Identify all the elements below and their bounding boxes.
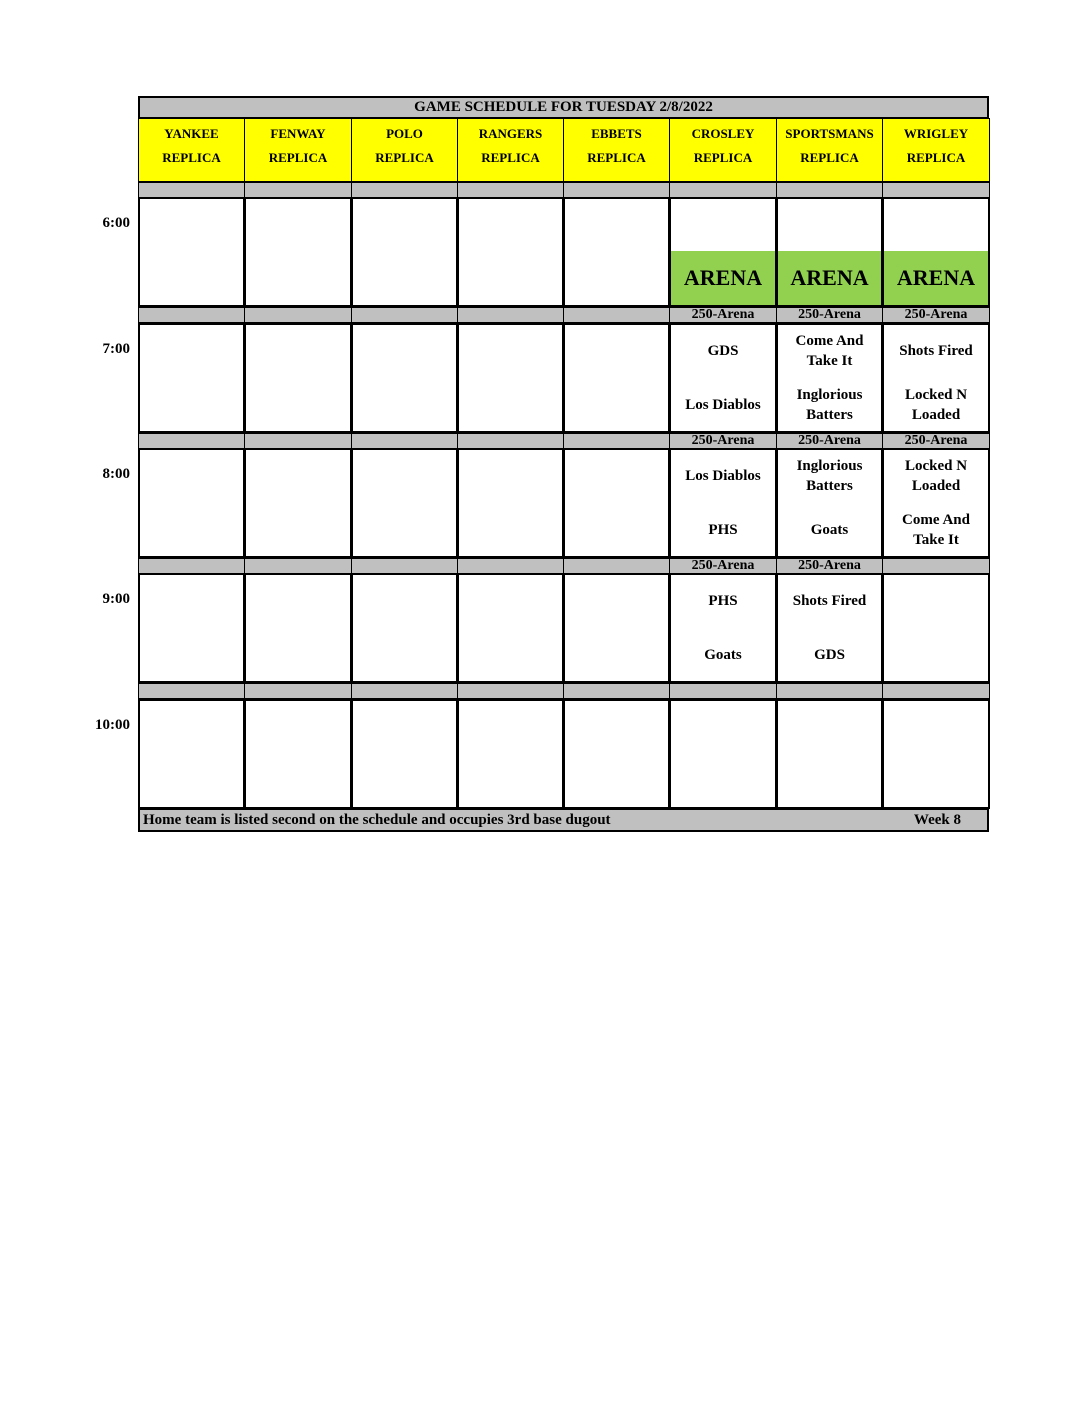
- footer-bar: [138, 808, 989, 832]
- away-team: Inglorious Batters: [796, 458, 863, 494]
- field-header: [882, 118, 990, 182]
- time-label: 8:00: [102, 466, 130, 482]
- home-team: PHS: [708, 522, 738, 538]
- separator-cell: [351, 683, 458, 699]
- schedule-cell: [138, 573, 245, 683]
- field-name: EBBETS: [591, 126, 642, 141]
- schedule-title: GAME SCHEDULE FOR TUESDAY 2/8/2022: [138, 96, 989, 119]
- schedule-cell: [669, 699, 777, 809]
- schedule-cell: [457, 699, 564, 809]
- field-type: REPLICA: [375, 150, 434, 165]
- schedule-cell: [882, 699, 990, 809]
- field-header: [138, 118, 245, 182]
- field-type: REPLICA: [481, 150, 540, 165]
- schedule-cell: [138, 448, 245, 558]
- schedule-cell: [244, 573, 352, 683]
- separator-cell: [882, 182, 990, 198]
- separator-cell: [563, 307, 670, 323]
- schedule-cell: [563, 573, 670, 683]
- away-team: Locked N Loaded: [904, 458, 968, 494]
- schedule-cell: [563, 197, 670, 307]
- field-header: [669, 118, 777, 182]
- schedule-cell: [882, 197, 990, 307]
- field-name: YANKEE: [164, 126, 219, 141]
- home-team-note: Home team is listed second on the schedule and occupies 3rd base dugout: [143, 812, 611, 828]
- home-team: GDS: [814, 647, 845, 663]
- separator-cell: 250-Arena: [882, 433, 990, 449]
- schedule-cell: [138, 699, 245, 809]
- separator-cell: [351, 307, 458, 323]
- schedule-cell: [351, 323, 458, 433]
- arena-label: ARENA: [884, 251, 988, 305]
- schedule-cell: [457, 323, 564, 433]
- field-name: FENWAY: [270, 126, 326, 141]
- schedule-cell: [776, 197, 883, 307]
- away-team: Shots Fired: [899, 343, 973, 359]
- field-name: WRIGLEY: [903, 126, 969, 141]
- home-team: Locked N Loaded: [904, 387, 968, 423]
- field-name: RANGERS: [478, 126, 543, 141]
- schedule-cell: [138, 323, 245, 433]
- separator-cell: [457, 433, 564, 449]
- schedule-cell: [882, 448, 990, 558]
- separator-cell: [244, 683, 352, 699]
- schedule-cell: [138, 197, 245, 307]
- separator-cell: [563, 683, 670, 699]
- field-header: [563, 118, 670, 182]
- separator-cell: [244, 558, 352, 574]
- separator-cell: [351, 433, 458, 449]
- schedule-cell: [457, 197, 564, 307]
- separator-cell: [138, 307, 245, 323]
- separator-cell: 250-Arena: [669, 558, 777, 574]
- separator-cell: [457, 683, 564, 699]
- home-team: Los Diablos: [685, 397, 761, 413]
- schedule-cell: [776, 448, 883, 558]
- home-team: Goats: [810, 522, 849, 538]
- field-name: POLO: [386, 126, 423, 141]
- schedule-cell: [776, 323, 883, 433]
- schedule-cell: [563, 448, 670, 558]
- schedule-cell: [244, 197, 352, 307]
- time-label: 9:00: [102, 591, 130, 607]
- separator-cell: [138, 683, 245, 699]
- away-team: Come And Take It: [795, 333, 864, 369]
- separator-cell: [776, 683, 883, 699]
- field-name: SPORTSMANS: [785, 126, 874, 141]
- schedule-cell: [563, 323, 670, 433]
- home-team: Come And Take It: [902, 512, 970, 548]
- separator-cell: 250-Arena: [882, 307, 990, 323]
- field-type: REPLICA: [693, 150, 753, 165]
- separator-cell: [457, 307, 564, 323]
- field-type: REPLICA: [162, 150, 221, 165]
- schedule-cell: [244, 448, 352, 558]
- field-name: CROSLEY: [691, 126, 755, 141]
- schedule-cell: [776, 699, 883, 809]
- separator-cell: 250-Arena: [776, 433, 883, 449]
- separator-cell: [138, 558, 245, 574]
- separator-cell: [882, 558, 990, 574]
- schedule-cell: [351, 573, 458, 683]
- separator-cell: 250-Arena: [776, 307, 883, 323]
- time-label: 10:00: [95, 717, 130, 733]
- arena-label: ARENA: [671, 251, 775, 305]
- field-type: REPLICA: [268, 150, 328, 165]
- field-header: [457, 118, 564, 182]
- separator-cell: [244, 433, 352, 449]
- schedule-cell: [457, 448, 564, 558]
- field-type: REPLICA: [587, 150, 646, 165]
- away-team: GDS: [707, 343, 739, 359]
- schedule-cell: [457, 573, 564, 683]
- separator-cell: [244, 182, 352, 198]
- separator-cell: [457, 182, 564, 198]
- separator-cell: [138, 182, 245, 198]
- away-team: Shots Fired: [792, 593, 867, 609]
- schedule-cell: [669, 573, 777, 683]
- home-team: Goats: [704, 647, 742, 663]
- schedule-cell: [351, 197, 458, 307]
- schedule-cell: [669, 323, 777, 433]
- schedule-cell: [882, 573, 990, 683]
- schedule-cell: [351, 448, 458, 558]
- separator-cell: [669, 683, 777, 699]
- schedule-cell: [351, 699, 458, 809]
- schedule-cell: [563, 699, 670, 809]
- separator-cell: [244, 307, 352, 323]
- separator-cell: [563, 182, 670, 198]
- away-team: Los Diablos: [685, 468, 761, 484]
- time-label: 6:00: [102, 215, 130, 231]
- separator-cell: [882, 683, 990, 699]
- field-header: [351, 118, 458, 182]
- schedule-cell: [244, 699, 352, 809]
- field-header: [776, 118, 883, 182]
- separator-cell: 250-Arena: [669, 307, 777, 323]
- field-type: REPLICA: [800, 150, 859, 165]
- separator-cell: [457, 558, 564, 574]
- week-label: Week 8: [913, 812, 961, 828]
- schedule-cell: [669, 448, 777, 558]
- separator-cell: [138, 433, 245, 449]
- schedule-cell: [882, 323, 990, 433]
- separator-cell: [563, 433, 670, 449]
- separator-cell: [563, 558, 670, 574]
- schedule-cell: [244, 323, 352, 433]
- separator-cell: 250-Arena: [776, 558, 883, 574]
- home-team: Inglorious Batters: [796, 387, 863, 423]
- time-label: 7:00: [102, 341, 130, 357]
- schedule-cell: [776, 573, 883, 683]
- arena-label: ARENA: [778, 251, 881, 305]
- field-header: [244, 118, 352, 182]
- field-type: REPLICA: [906, 150, 966, 165]
- separator-cell: [351, 558, 458, 574]
- separator-cell: [351, 182, 458, 198]
- separator-cell: 250-Arena: [669, 433, 777, 449]
- separator-cell: [669, 182, 777, 198]
- separator-cell: [776, 182, 883, 198]
- away-team: PHS: [708, 593, 738, 609]
- schedule-cell: [669, 197, 777, 307]
